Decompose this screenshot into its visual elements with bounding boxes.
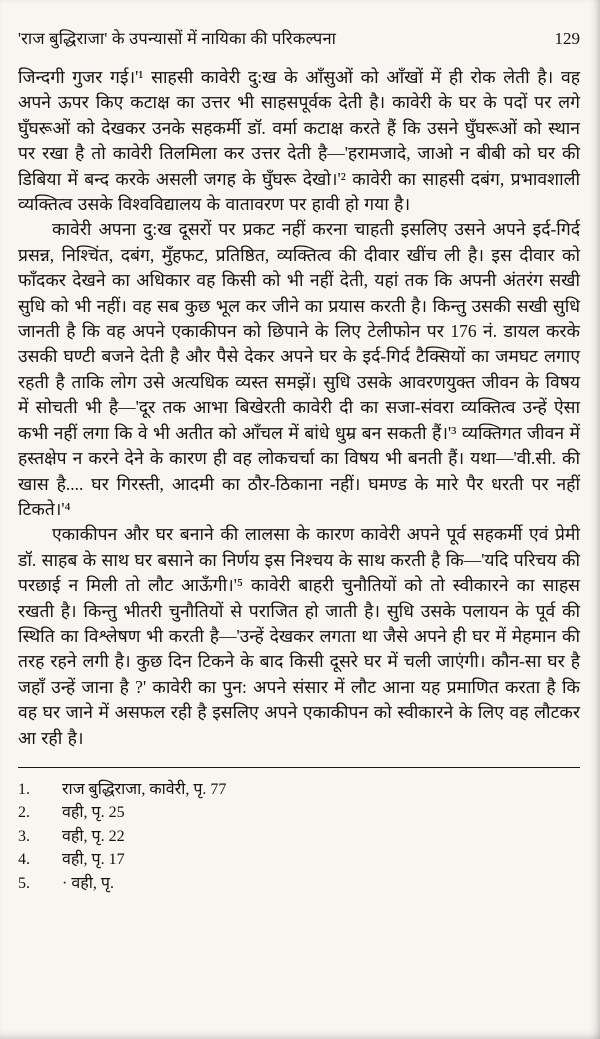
running-header-title: 'राज बुद्धिराजा' के उपन्यासों में नायिका की परिकल्पना xyxy=(18,29,337,48)
footnote-number: 2. xyxy=(18,804,30,822)
footnote-number: 3. xyxy=(18,827,30,845)
footnote-divider xyxy=(18,767,580,768)
footnote-number: 5. xyxy=(18,874,30,892)
footnote-number: 4. xyxy=(18,851,30,869)
footnotes xyxy=(18,778,580,896)
footnote-item xyxy=(18,778,580,802)
footnote-item xyxy=(18,848,580,872)
paragraph: कावेरी अपना दु:ख दूसरों पर प्रकट नहीं करना चाहती इसलिए उसने अपने इर्द-गिर्द प्रसन्न, निश्चिंत, दबंग, मुँहफट, प्रतिष्ठित, व्यक्तित्व की दीवार खींच ली है। इस दीवार को फाँदकर देखने का अधिकार वह किसी को भी नहीं देती, यहां तक कि अपनी अंतरंग सखी सुधि को भी नहीं। वह सब कुछ भूल कर जीने का प्रयास करती है। किन्तु उसकी सखी सुधि जानती है कि वह अपने एकाकीपन को छिपाने के लिए टेलीफोन पर 176 नं. डायल करके उसकी घण्टी बजने देती है और पैसे देकर अपने घर के इर्द-गिर्द टैक्सियों का जमघट लगाए रहती है ताकि लोग उसे अत्यधिक व्यस्त समझें। सुधि उसके आवरणयुक्त जीवन के विषय में सोचती भी है—'दूर तक आभा बिखेरती कावेरी दी का सजा-संवरा व्यक्तित्व उन्हें ऐसा कभी नहीं लगा कि वे भी अतीत को आँचल में बांधे धुम्र बन सकती हैं।'³ व्यक्तिगत जीवन में हस्तक्षेप न करने देने के कारण ही वह लोकचर्चा का विषय भी बनती हैं। यथा—'वी.सी. की खास है.... घर गिरस्ती, आदमी का ठौर-ठिकाना नहीं। घमण्ड के मारे पैर धरती पर नहीं टिकते।'⁴ xyxy=(18,219,580,519)
footnote-text: वही, पृ. 17 xyxy=(62,851,125,869)
footnote-item xyxy=(18,801,580,825)
footnote-item xyxy=(18,825,580,849)
page-header xyxy=(18,26,580,49)
footnote-text: वही, पृ. 22 xyxy=(62,827,125,845)
footnote-item xyxy=(18,872,580,896)
footnote-number: 1. xyxy=(18,780,30,798)
page-body xyxy=(18,65,580,751)
footnote-text: · वही, पृ. xyxy=(62,874,114,892)
page-number: 129 xyxy=(554,29,580,48)
footnote-text: वही, पृ. 25 xyxy=(62,804,125,822)
paragraph: जिन्दगी गुजर गई।'¹ साहसी कावेरी दु:ख के आँसुओं को आँखों में ही रोक लेती है। वह अपने ऊपर किए कटाक्ष का उत्तर भी साहसपूर्वक देती है। कावेरी के घर के पदों पर लगे घुँघरूओं को देखकर उनके सहकर्मी डॉ. वर्मा कटाक्ष करते हैं कि उसने घुँघरूओं को स्थान पर रखा है तो कावेरी तिलमिला कर उत्तर देती है—'हरामजादे, जाओ न बीबी को घर की डिबिया में बन्द करके असली जगह के घुँघरू देखो।'² कावेरी का साहसी दबंग, प्रभावशाली व्यक्तित्व उसके विश्वविद्यालय के वातावरण पर हावी हो गया है। xyxy=(18,67,580,215)
paragraph: एकाकीपन और घर बनाने की लालसा के कारण कावेरी अपने पूर्व सहकर्मी एवं प्रेमी डॉ. साहब के साथ घर बसाने का निर्णय इस निश्चय के साथ करती है कि—'यदि परिचय की परछाई न मिली तो लौट आऊँगी।'⁵ कावेरी बाहरी चुनौतियों को तो स्वीकारने का साहस रखती है। किन्तु भीतरी चुनौतियों से पराजित हो जाती है। सुधि उसके पलायन के पूर्व की स्थिति का विश्लेषण भी करती है—'उन्हें देखकर लगता था जैसे अपने ही घर में मेहमान की तरह रहने लगी है। कुछ दिन टिकने के बाद किसी दूसरे घर में चली जाएंगी। कौन-सा घर है जहाँ उन्हें जाना है ?' कावेरी का पुन: अपने संसार में लौट आना यह प्रमाणित करता है कि वह घर जाने में असफल रही है इसलिए अपने एकाकीपन को स्वीकारने के लिए वह लौटकर आ रही है। xyxy=(18,524,580,748)
footnote-text: राज बुद्धिराजा, कावेरी, पृ. 77 xyxy=(62,780,227,798)
